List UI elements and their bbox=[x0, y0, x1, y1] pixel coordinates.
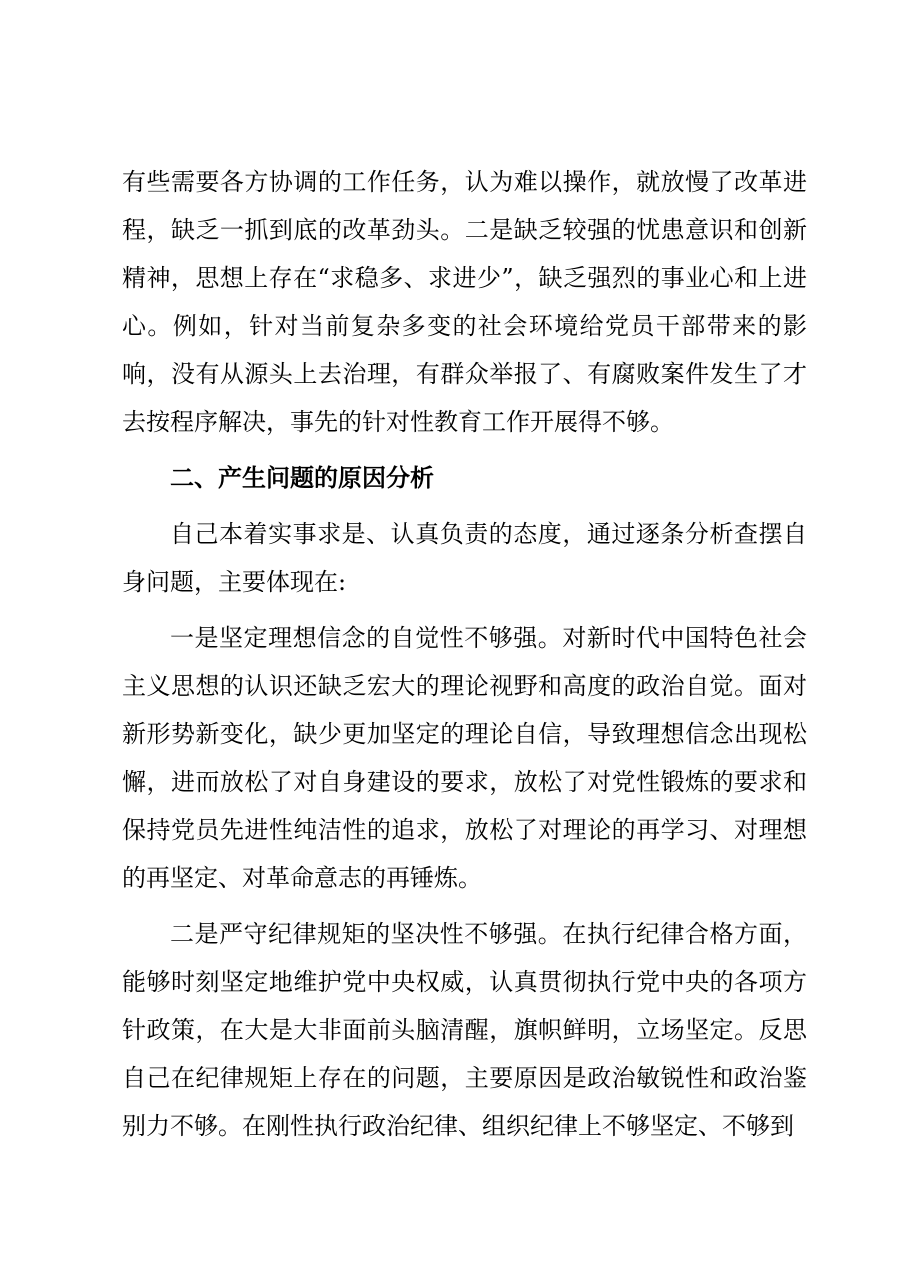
paragraph-gap bbox=[122, 606, 807, 614]
paragraph-gap bbox=[122, 502, 807, 510]
paragraph-gap bbox=[122, 902, 807, 910]
point-one-paragraph: 一是坚定理想信念的自觉性不够强。对新时代中国特色社会主义思想的认识还缺乏宏大的理论视野和高度的政治自觉。面对新形势新变化，缺少更加坚定的理论自信，导致理想信念出现松懈，进而放松了对自身建设的要求，放松了对党性锻炼的要求和保持党员先进性纯洁性的追求，放松了对理论的再学习、对理想的再坚定、对革命意志的再锤炼。 bbox=[122, 624, 807, 892]
paragraph-gap bbox=[122, 446, 807, 454]
intro-paragraph: 自己本着实事求是、认真负责的态度，通过逐条分析查摆自身问题，主要体现在: bbox=[122, 520, 807, 596]
point-two-paragraph: 二是严守纪律规矩的坚决性不够强。在执行纪律合格方面，能够时刻坚定地维护党中央权威，认真贯彻执行党中央的各项方针政策，在大是大非面前头脑清醒，旗帜鲜明，立场坚定。反思自己在纪律规矩上存在的问题，主要原因是政治敏锐性和政治鉴别力不够。在刚性执行政治纪律、组织纪律上不够坚定、不够到 bbox=[122, 920, 807, 1140]
document-body bbox=[122, 158, 807, 1150]
continued-paragraph: 有些需要各方协调的工作任务，认为难以操作，就放慢了改革进程，缺乏一抓到底的改革劲头。二是缺乏较强的忧患意识和创新精神，思想上存在“求稳多、求进少”，缺乏强烈的事业心和上进心。例如，针对当前复杂多变的社会环境给党员干部带来的影响，没有从源头上去治理，有群众举报了、有腐败案件发生了才去按程序解决，事先的针对性教育工作开展得不够。 bbox=[122, 168, 807, 436]
section-heading: 二、产生问题的原因分析 bbox=[170, 464, 434, 492]
